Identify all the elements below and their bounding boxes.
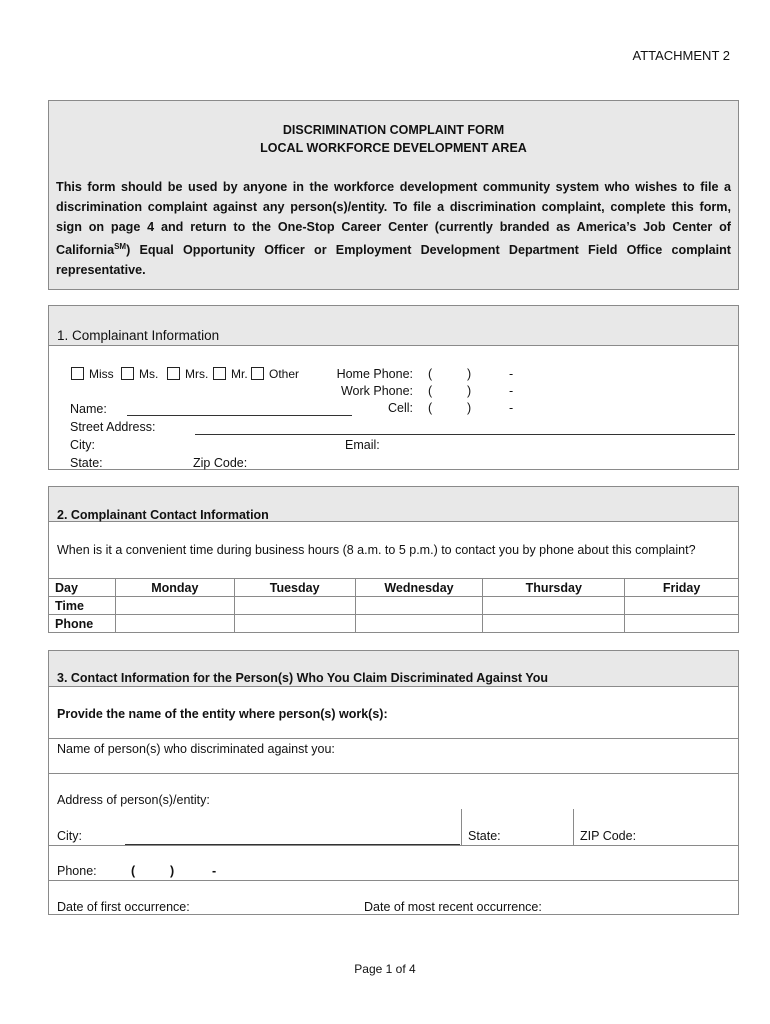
home-phone-label: Home Phone:: [336, 367, 413, 381]
divider: [573, 809, 574, 845]
paren: ): [467, 401, 472, 415]
service-mark: SM: [114, 242, 127, 251]
checkbox-other[interactable]: Other: [251, 367, 299, 381]
divider: [49, 845, 738, 846]
paren: (: [428, 367, 433, 381]
name-label: Name:: [70, 402, 107, 416]
state-label: State:: [70, 456, 103, 470]
street-address-label: Street Address:: [70, 420, 156, 434]
paren: (: [428, 401, 433, 415]
phone-cell[interactable]: [115, 615, 234, 633]
first-occurrence-label: Date of first occurrence:: [57, 900, 190, 914]
cell-label: Cell:: [387, 401, 413, 415]
col-monday: Monday: [115, 579, 234, 597]
col-friday: Friday: [625, 579, 739, 597]
checkbox-box[interactable]: [71, 367, 84, 380]
email-label: Email:: [345, 438, 380, 452]
section-header: [49, 306, 738, 346]
recent-occurrence-label: Date of most recent occurrence:: [364, 900, 542, 914]
table-row: [49, 579, 739, 597]
checkbox-mrs[interactable]: Mrs.: [167, 367, 208, 381]
time-cell[interactable]: [483, 597, 625, 615]
section-header: [49, 487, 738, 522]
work-phone-label: Work Phone:: [340, 384, 413, 398]
section-title: 3. Contact Information for the Person(s) Who You Claim Discriminated Against You: [57, 671, 549, 685]
phone-cell[interactable]: [234, 615, 355, 633]
city-label: City:: [57, 829, 82, 843]
phone-label: Phone:: [57, 864, 97, 878]
section-title: 1. Complainant Information: [57, 328, 220, 343]
address-label: Address of person(s)/entity:: [57, 793, 210, 807]
name-field[interactable]: [127, 415, 352, 416]
phone-cell[interactable]: [625, 615, 739, 633]
row-label-phone: Phone: [49, 615, 116, 633]
intro-paragraph: This form should be used by anyone in the workforce development community system who wishes to file a discrimination complaint against any person(s)/entity. To file a discrimination complaint, complete this form, sign on page 4 and return to the One-Stop Career Center (currently branded as America’s Job Center of California℠) Equal Opportunity Officer or Employment Development Department Field Office complaint representative.: [56, 180, 731, 278]
checkbox-ms[interactable]: Ms.: [121, 367, 158, 381]
entity-label: Provide the name of the entity where person(s) work(s):: [57, 707, 388, 721]
paren: ): [467, 384, 472, 398]
checkbox-mr[interactable]: Mr.: [213, 367, 248, 381]
contact-schedule-table: [48, 578, 739, 633]
city-label: City:: [70, 438, 95, 452]
checkbox-box[interactable]: [251, 367, 264, 380]
section-header: [49, 651, 738, 687]
time-cell[interactable]: [115, 597, 234, 615]
divider: [461, 809, 462, 845]
checkbox-box[interactable]: [167, 367, 180, 380]
time-cell[interactable]: [625, 597, 739, 615]
street-address-field[interactable]: [195, 434, 735, 435]
phone-cell[interactable]: [483, 615, 625, 633]
zip-code-label: Zip Code:: [193, 456, 248, 470]
paren: ): [467, 367, 472, 381]
paren: ): [170, 864, 175, 878]
form-subtitle: LOCAL WORKFORCE DEVELOPMENT AREA: [260, 141, 527, 155]
col-thursday: Thursday: [483, 579, 625, 597]
phone-cell[interactable]: [355, 615, 483, 633]
paren: (: [428, 384, 433, 398]
table-row: [49, 615, 739, 633]
row-label-day: Day: [49, 579, 116, 597]
persons-label: Name of person(s) who discriminated against you:: [57, 742, 335, 756]
col-tuesday: Tuesday: [234, 579, 355, 597]
time-cell[interactable]: [234, 597, 355, 615]
checkbox-miss[interactable]: Miss: [71, 367, 114, 381]
zip-code-label: ZIP Code:: [580, 829, 637, 843]
time-cell[interactable]: [355, 597, 483, 615]
divider: [49, 880, 738, 881]
page-number: Page 1 of 4: [354, 962, 416, 976]
section-respondent-information: [48, 650, 739, 915]
dash: -: [212, 864, 217, 878]
divider: [49, 773, 738, 774]
state-label: State:: [468, 829, 501, 843]
dash: -: [509, 367, 514, 381]
row-label-time: Time: [49, 597, 116, 615]
dash: -: [509, 401, 514, 415]
divider: [49, 738, 738, 739]
section-complainant-information: [48, 305, 739, 470]
section-title: 2. Complainant Contact Information: [57, 508, 269, 522]
dash: -: [509, 384, 514, 398]
section-complainant-contact: [48, 486, 739, 579]
checkbox-box[interactable]: [213, 367, 226, 380]
paren: (: [131, 864, 136, 878]
checkbox-box[interactable]: [121, 367, 134, 380]
attachment-label: ATTACHMENT 2: [632, 48, 730, 63]
form-title: DISCRIMINATION COMPLAINT FORM: [282, 123, 505, 137]
intro-box: [48, 100, 739, 290]
table-row: [49, 597, 739, 615]
col-wednesday: Wednesday: [355, 579, 483, 597]
contact-time-question: When is it a convenient time during business hours (8 a.m. to 5 p.m.) to contact you by phone about this complaint?: [57, 543, 696, 557]
